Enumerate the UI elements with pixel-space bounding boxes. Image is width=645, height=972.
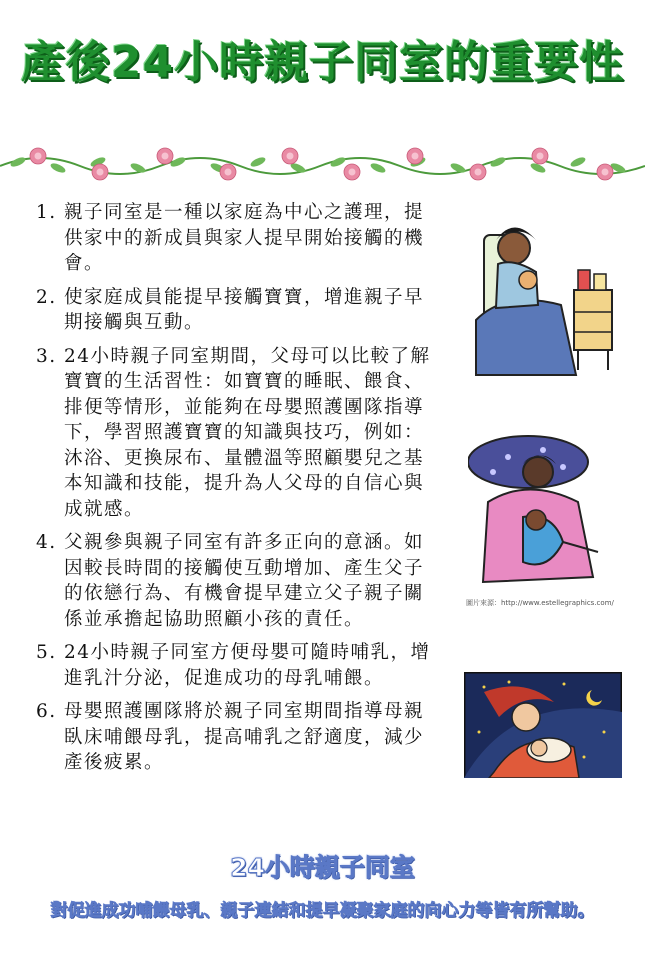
list-item-text: 母嬰照護團隊將於親子同室期間指導母親臥床哺餵母乳，提高哺乳之舒適度，減少產後疲累。	[64, 701, 425, 773]
image-credit: 圖片來源：http://www.estellegraphics.com/	[466, 599, 614, 607]
list-item: 3. 24小時親子同室期間，父母可以比較了解寶寶的生活習性：如寶寶的睡眠、餵食、排便等情形，並能夠在母嬰照護團隊指導下，學習照護寶寶的知識與技巧，例如：沐浴、更換尿布、量體溫等照顧嬰兒之基本知識和技能，提升為人父母的自信心與成就感。	[36, 345, 431, 520]
list-item-text: 父親參與親子同室有許多正向的意涵。如因較長時間的接觸使互動增加、產生父子的依戀行為、有機會提早建立父子親子關係並承擔起協助照顧小孩的責任。	[64, 532, 425, 630]
benefit-list	[30, 200, 440, 784]
list-item-text: 親子同室是一種以家庭為中心之護理，提供家中的新成員與家人提早開始接觸的機會。	[64, 202, 425, 274]
list-item-text: 使家庭成員能提早接觸寶寶，增進親子早期接觸與互動。	[64, 286, 425, 333]
list-item-text: 24小時親子同室方便母嬰可隨時哺乳，增進乳汁分泌，促進成功的母乳哺餵。	[64, 642, 431, 689]
list-item: 2. 使家庭成員能提早接觸寶寶，增進親子早期接觸與互動。	[36, 286, 425, 333]
footer-note: 對促進成功哺餵母乳、親子連結和提早凝聚家庭的向心力等皆有所幫助。	[50, 901, 595, 921]
footer-title: 24小時親子同室	[230, 853, 415, 882]
mother-holding-baby-night-illustration	[464, 672, 622, 778]
breastfeeding-mother-illustration	[468, 432, 608, 592]
list-item: 6. 母嬰照護團隊將於親子同室期間指導母親臥床哺餵母乳，提高哺乳之舒適度，減少產後疲累。	[36, 701, 425, 773]
flower-garland-divider	[0, 138, 645, 188]
list-item: 1. 親子同室是一種以家庭為中心之護理，提供家中的新成員與家人提早開始接觸的機會。	[36, 202, 425, 274]
page-title: 產後24小時親子同室的重要性	[20, 37, 625, 88]
list-item: 4. 父親參與親子同室有許多正向的意涵。如因較長時間的接觸使互動增加、產生父子的依戀行為、有機會提早建立父子親子關係並承擔起協助照顧小孩的責任。	[36, 532, 425, 630]
mother-in-bed-illustration	[466, 210, 614, 385]
list-item-text: 24小時親子同室期間，父母可以比較了解寶寶的生活習性：如寶寶的睡眠、餵食、排便等情形，並能夠在母嬰照護團隊指導下，學習照護寶寶的知識與技巧，例如：沐浴、更換尿布、量體溫等照顧嬰兒之基本知識和技能，提升為人父母的自信心與成就感。	[64, 345, 431, 520]
list-item: 5. 24小時親子同室方便母嬰可隨時哺乳，增進乳汁分泌，促進成功的母乳哺餵。	[36, 642, 431, 689]
